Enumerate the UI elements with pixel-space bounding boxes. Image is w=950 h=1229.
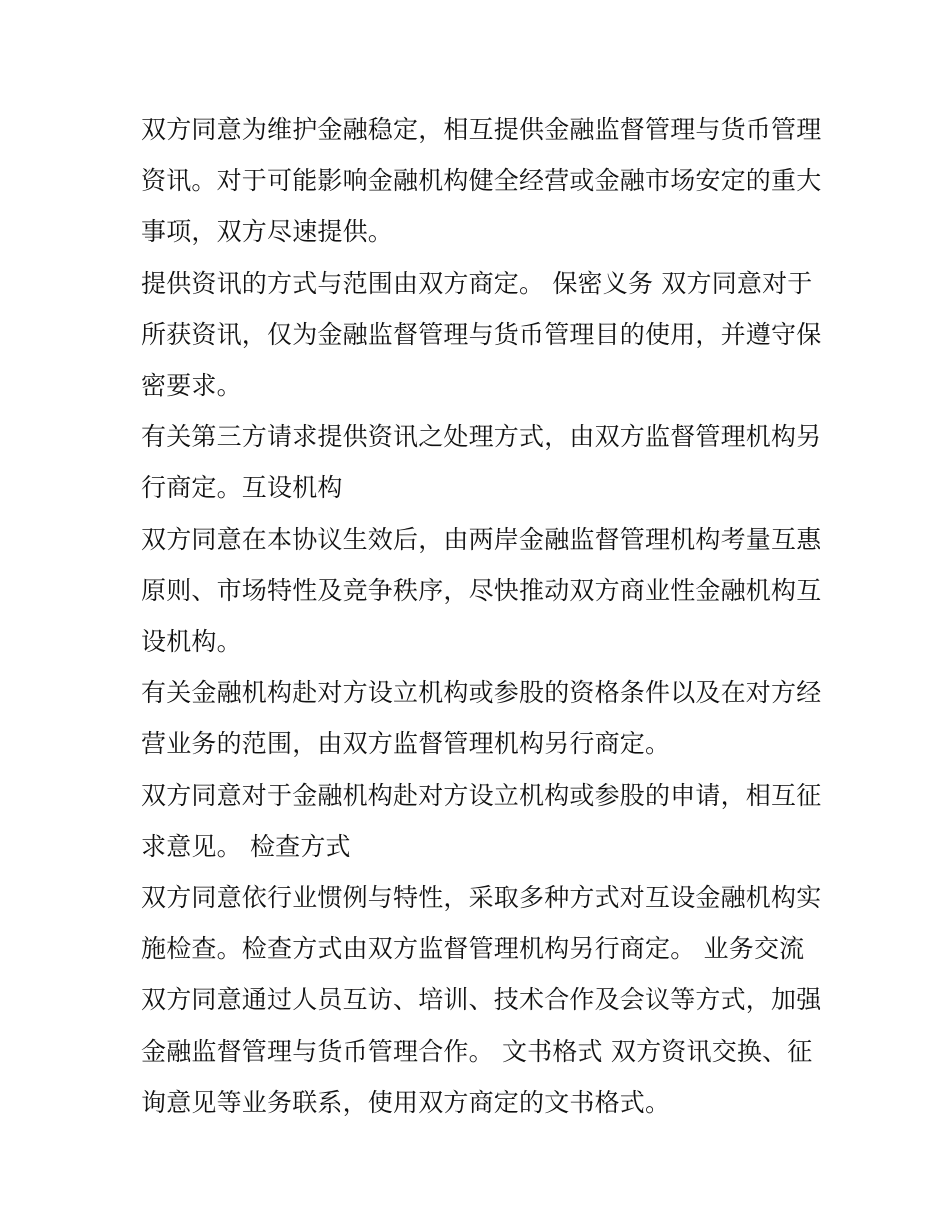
paragraph-5: [141, 667, 821, 769]
paragraph-6: [141, 770, 821, 872]
text-line: 有关第三方请求提供资讯之处理方式，由双方监督管理机构另: [141, 422, 822, 452]
text-line: 求意见。 检查方式: [141, 831, 351, 861]
document-body: [141, 104, 821, 1128]
paragraph-3: [141, 411, 821, 513]
text-line: 有关金融机构赴对方设立机构或参股的资格条件以及在对方经: [141, 678, 822, 708]
text-line: 双方同意对于金融机构赴对方设立机构或参股的申请，相互征: [141, 780, 822, 810]
text-line: 设机构。: [141, 627, 242, 657]
text-line: 所获资讯，仅为金融监督管理与货币管理目的使用，并遵守保: [141, 319, 822, 349]
text-line: 事项，双方尽速提供。: [141, 217, 394, 247]
text-line: 施检查。检查方式由双方监督管理机构另行商定。 业务交流: [141, 934, 805, 964]
text-line: 双方同意在本协议生效后，由两岸金融监督管理机构考量互惠: [141, 524, 822, 554]
paragraph-8: [141, 974, 821, 1128]
text-line: 金融监督管理与货币管理合作。 文书格式 双方资讯交换、征: [141, 1036, 813, 1066]
text-line: 双方同意为维护金融稳定，相互提供金融监督管理与货币管理: [141, 115, 822, 144]
text-line: 密要求。: [141, 371, 242, 401]
paragraph-7: [141, 872, 821, 974]
paragraph-1: [141, 104, 821, 258]
paragraph-2: [141, 258, 821, 412]
text-line: 原则、市场特性及竞争秩序，尽快推动双方商业性金融机构互: [141, 575, 822, 605]
text-line: 双方同意依行业惯例与特性，采取多种方式对互设金融机构实: [141, 883, 822, 913]
text-line: 提供资讯的方式与范围由双方商定。 保密义务 双方同意对于: [141, 268, 813, 298]
paragraph-4: [141, 514, 821, 668]
text-line: 行商定。互设机构: [141, 473, 343, 503]
text-line: 资讯。对于可能影响金融机构健全经营或金融市场安定的重大: [141, 166, 822, 196]
text-line: 双方同意通过人员互访、培训、技术合作及会议等方式，加强: [141, 985, 822, 1015]
text-line: 营业务的范围，由双方监督管理机构另行商定。: [141, 729, 671, 759]
text-line: 询意见等业务联系，使用双方商定的文书格式。: [141, 1087, 671, 1117]
